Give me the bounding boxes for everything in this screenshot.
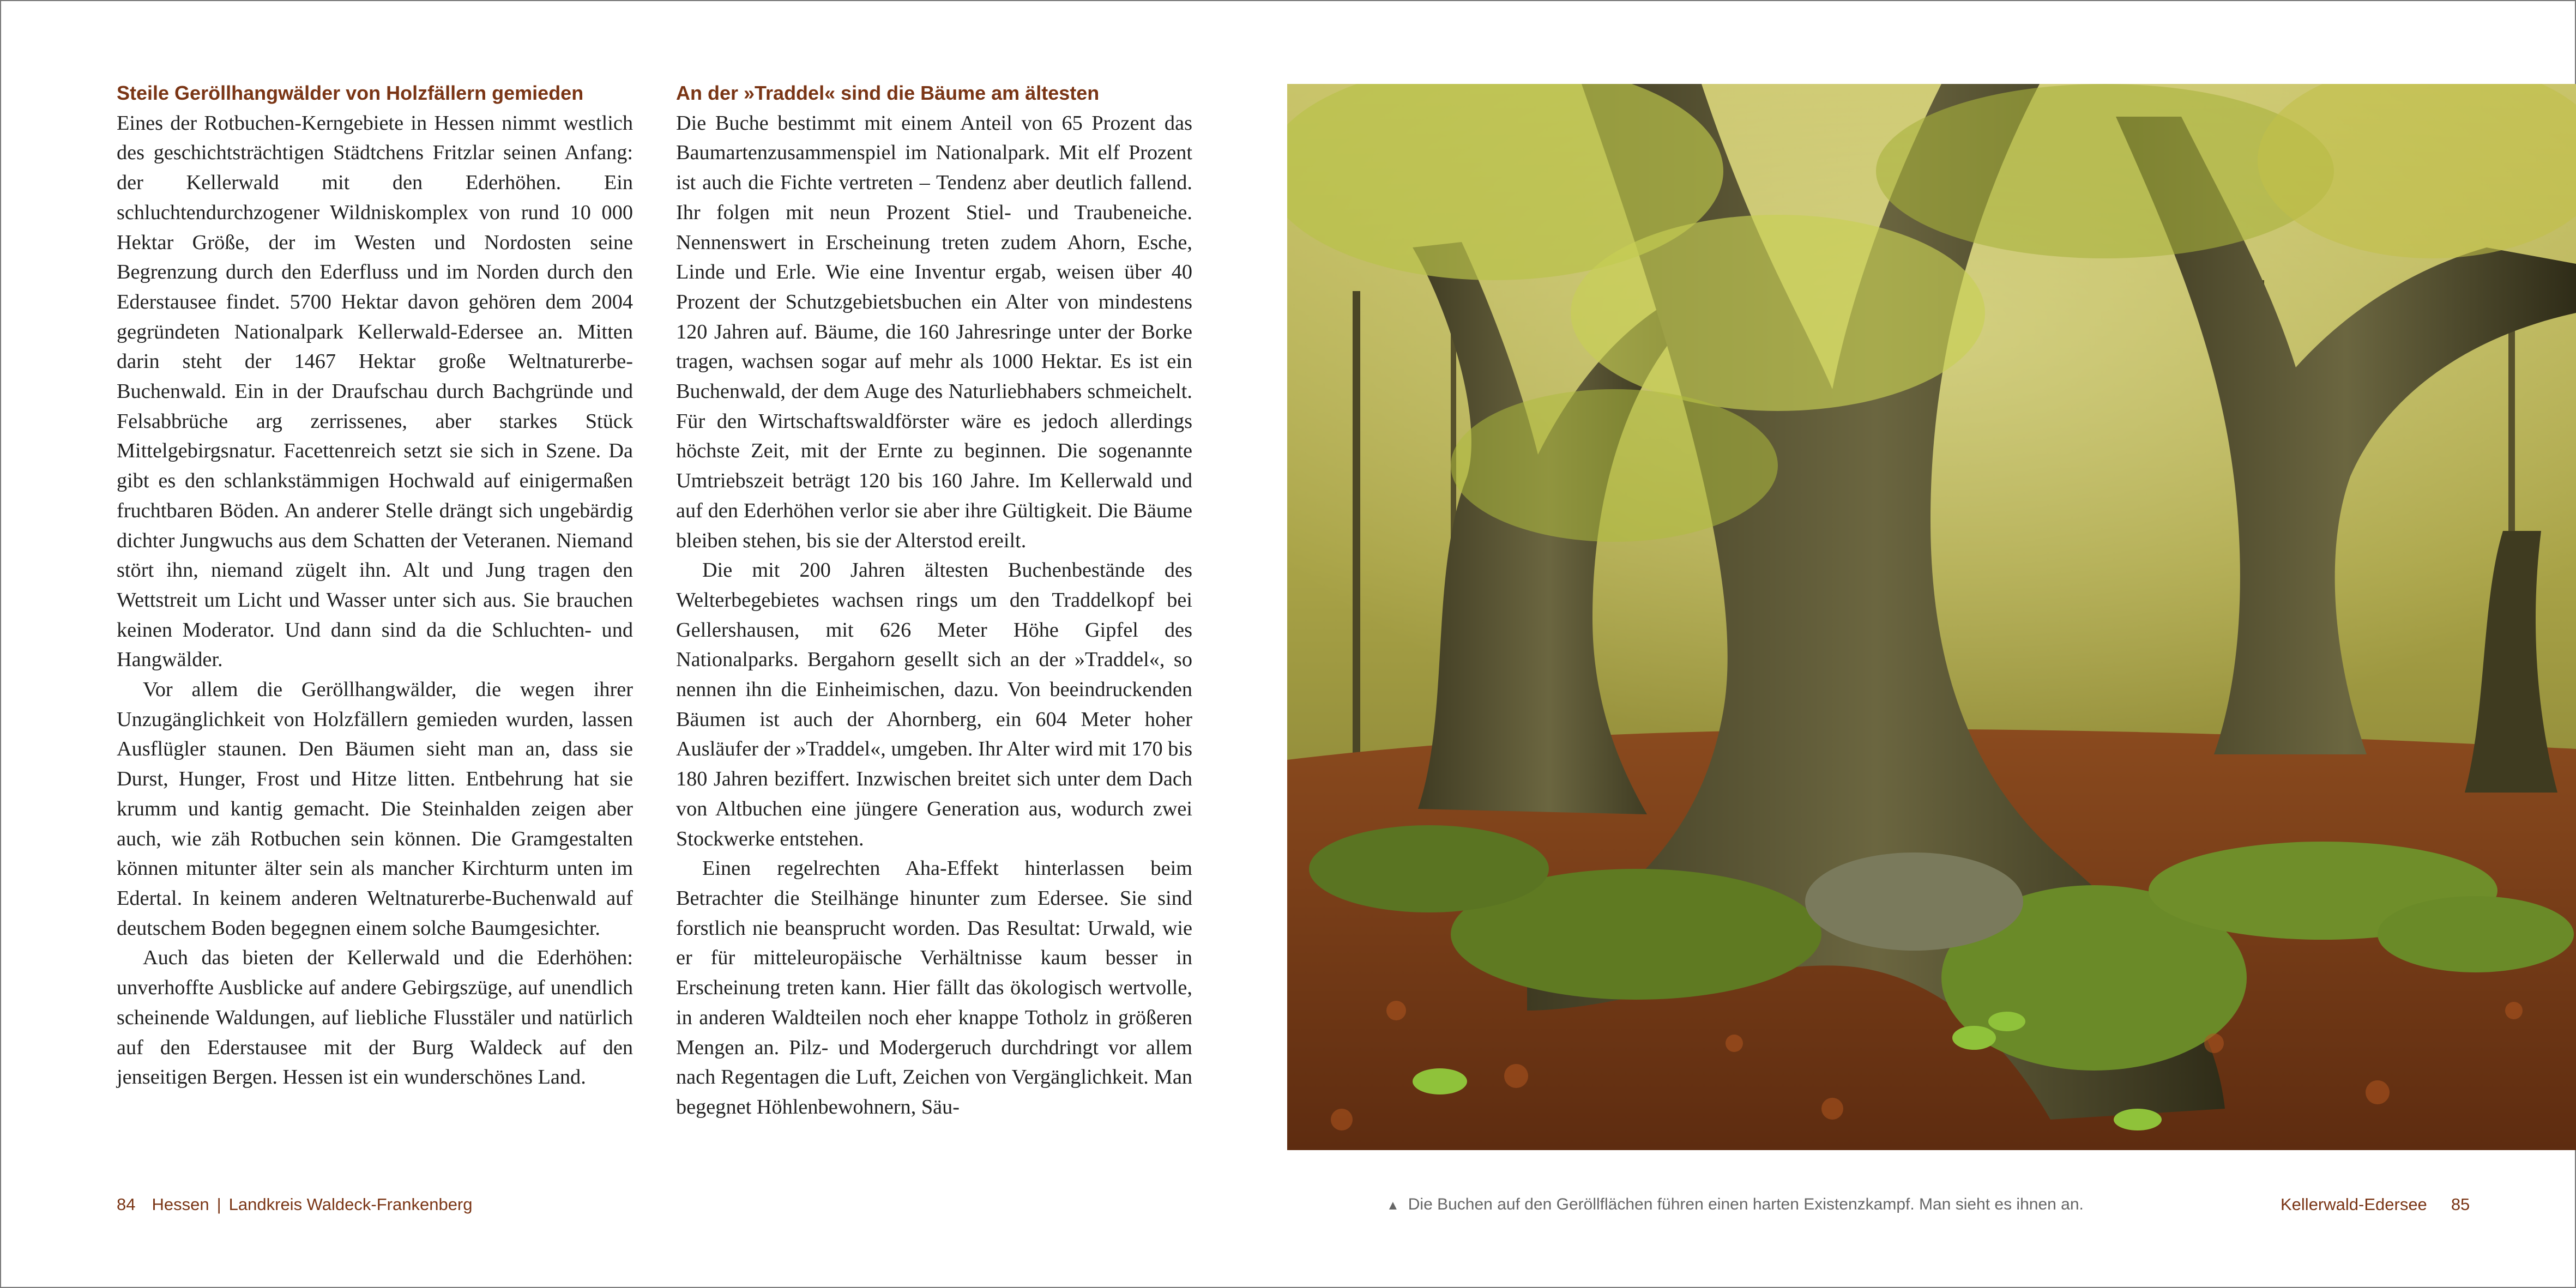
middle-text-column [676,78,1192,1122]
page-number: 84 [117,1195,136,1214]
page-number: 85 [2451,1195,2470,1214]
body-paragraph: Vor allem die Geröllhangwälder, die wegen ihrer Unzugänglichkeit von Holzfällern gemieden wurden, lassen Ausflügler staunen. Den Bäumen sieht man an, dass sie Durst, Hunger, Frost und Hitze litten. Entbehrung hat sie krumm und kantig gemacht. Die Steinhalden zeigen aber auch, wie zäh Rotbuchen sein können. Die Gramgestalten können mitunter älter sein als mancher Kirchturm unten im Edertal. In keinem anderen Weltnaturerbe-Buchenwald auf deutschem Boden begegnen einem solche Baumgesichter. [117,678,633,940]
footer-separator: | [216,1195,221,1214]
body-paragraph: Eines der Rotbuchen-Kerngebiete in Hessen nimmt westlich des geschichtsträchtigen Städtchens Fritzlar seinen Anfang: der Kellerwald mit den Ederhöhen. Ein schluchtendurchzogener Wildniskomplex von rund 10 000 Hektar Größe, der im Westen und Nordosten seine Begrenzung durch den Ederfluss und im Norden durch den Ederstausee findet. 5700 Hektar davon gehören dem 2004 gegründeten Nationalpark Kellerwald-Edersee an. Mitten darin steht der 1467 Hektar große Weltnaturerbe-Buchenwald. Ein in der Draufschau durch Bachgründe und Felsabbrüche arg zerrissenes, aber starkes Stück Mittelgebirgsnatur. Facettenreich setzt sie sich in Szene. Da gibt es den schlankstämmigen Hochwald auf einigermaßen fruchtbaren Böden. An anderer Stelle drängt sich ungebärdig dichter Jungwuchs aus dem Schatten der Veteranen. Niemand stört ihn, niemand zügelt ihn. Alt und Jung tragen den Wettstreit um Licht und Wasser unter sich aus. Sie brauchen keinen Moderator. Und dann sind da die Schluchten- und Hangwälder. [117,111,633,672]
photo-caption [1386,1194,2084,1217]
left-text-column [117,78,633,1092]
caption-arrow-icon: ▲ [1386,1198,1399,1213]
body-paragraph: Die mit 200 Jahren ältesten Buchenbestände des Welterbegebietes wachsen rings um den Traddelkopf bei Gellershausen, mit 626 Meter Höhe Gipfel des Nationalparks. Bergahorn gesellt sich an der »Traddel«, so nennen ihn die Einheimischen, dazu. Von beeindruckenden Bäumen ist auch der Ahornberg, ein 604 Meter hoher Ausläufer der »Traddel«, umgeben. Ihr Alter wird mit 170 bis 180 Jahren beziffert. Inzwischen breitet sich unter dem Dach von Altbuchen eine jüngere Generation aus, wodurch zwei Stockwerke entstehen. [676,559,1192,850]
right-page-footer [2281,1194,2470,1216]
caption-text: Die Buchen auf den Geröllflächen führen einen harten Existenzkampf. Man sieht es ihnen an. [1408,1195,2084,1213]
footer-district: Landkreis Waldeck-Frankenberg [228,1195,473,1214]
forest-photo [1287,84,2576,1150]
section-heading: Steile Geröllhangwälder von Holzfällern gemieden [117,82,584,104]
section-heading: An der »Traddel« sind die Bäume am ältesten [676,82,1100,104]
beech-trees-illustration [1287,84,2576,1150]
footer-section: Kellerwald-Edersee [2281,1195,2427,1214]
body-paragraph: Die Buche bestimmt mit einem Anteil von 65 Prozent das Baumartenzusammenspiel im Nationalpark. Mit elf Prozent ist auch die Fichte vertreten – Tendenz aber deutlich fallend. Ihr folgen mit neun Prozent Stiel- und Traubeneiche. Nennenswert in Erscheinung treten zudem Ahorn, Esche, Linde und Erle. Wie eine Inventur ergab, weisen über 40 Prozent der Schutzgebietsbuchen ein Alter von mindestens 120 Jahren auf. Bäume, die 160 Jahresringe unter der Borke tragen, wachsen sogar auf mehr als 1000 Hektar. Es ist ein Buchenwald, der dem Auge des Naturliebhabers schmeichelt. Für den Wirtschaftswaldförster wäre es jedoch allerdings höchste Zeit, mit der Ernte zu beginnen. Die sogenannte Umtriebszeit beträgt 120 bis 160 Jahre. Im Kellerwald und auf den Ederhöhen verlor sie aber ihre Gültigkeit. Die Bäume bleiben stehen, bis sie der Alterstod ereilt. [676,111,1192,552]
left-page-footer [117,1194,473,1216]
body-paragraph: Auch das bieten der Kellerwald und die Ederhöhen: unverhoffte Ausblicke auf andere Gebirgszüge, auf unendlich scheinende Waldungen, auf liebliche Flusstäler und natürlich auf den Ederstausee mit der Burg Waldeck auf den jenseitigen Bergen. Hessen ist ein wunderschönes Land. [117,946,633,1089]
footer-region: Hessen [152,1195,209,1214]
body-paragraph: Einen regelrechten Aha-Effekt hinterlassen beim Betrachter die Steilhänge hinunter zum Edersee. Sie sind forstlich nie beansprucht worden. Das Resultat: Urwald, wie er für mitteleuropäische Verhältnisse kaum besser in Erscheinung treten kann. Hier fällt das ökologisch wertvolle, in anderen Waldteilen noch eher knappe Totholz in größeren Mengen an. Pilz- und Modergeruch durchdringt vor allem nach Regentagen die Luft, Zeichen von Vergänglichkeit. Man begegnet Höhlenbewohnern, Säu- [676,857,1192,1118]
